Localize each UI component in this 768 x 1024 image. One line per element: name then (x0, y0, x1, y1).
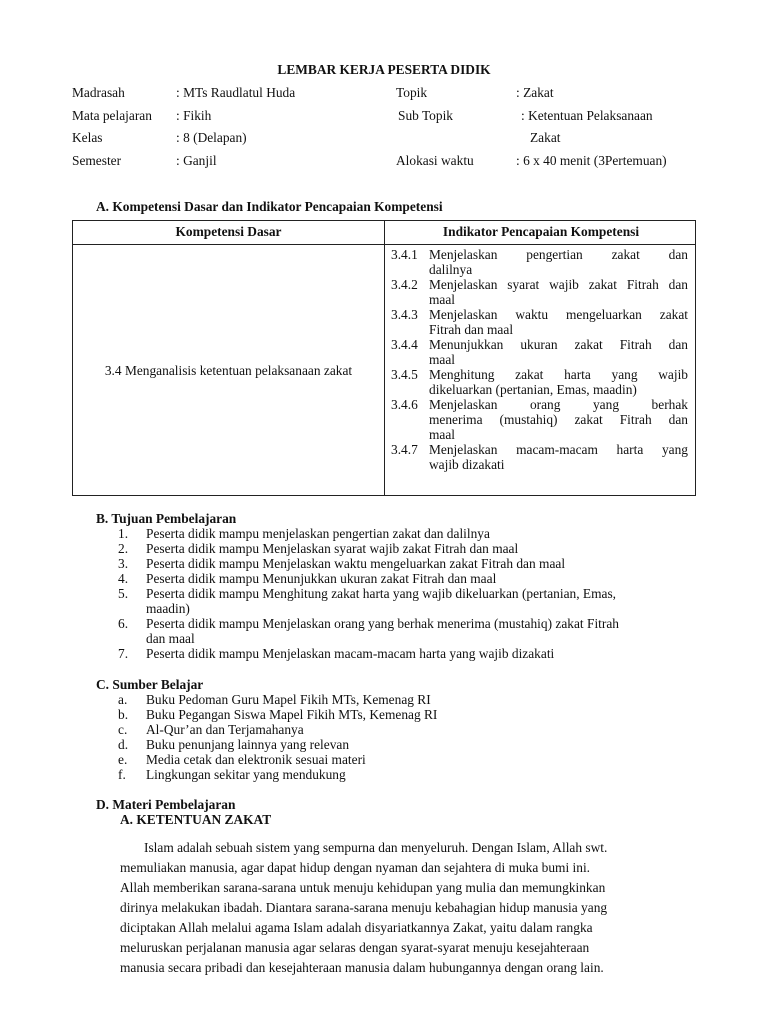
indicator-number: 3.4.5 (391, 367, 418, 382)
indicator-line (391, 337, 688, 352)
list-marker: 7. (118, 646, 129, 661)
indicator-number (391, 427, 429, 442)
indicator-line (391, 292, 688, 307)
alokasi-label: Alokasi waktu (396, 153, 474, 168)
indicator-text: menerima (mustahiq) zakat Fitrah dan (429, 412, 688, 427)
tujuan-list (118, 526, 702, 661)
list-item (118, 631, 702, 646)
table-header-rule (73, 244, 695, 245)
indicator-number (391, 457, 429, 472)
indicator-number: 3.4.4 (391, 337, 418, 352)
section-b-title: B. Tujuan Pembelajaran (96, 511, 237, 526)
indicator-line (391, 277, 688, 292)
indicator-number: 3.4.3 (391, 307, 418, 322)
indicator-text: dalilnya (429, 262, 473, 277)
page-title: LEMBAR KERJA PESERTA DIDIK (277, 62, 491, 77)
list-marker: b. (118, 707, 129, 722)
indicator-line (391, 457, 688, 472)
indicator-line (391, 427, 688, 442)
list-item (118, 526, 702, 541)
list-item-text: Peserta didik mampu Menunjukkan ukuran zakat Fitrah dan maal (146, 571, 497, 586)
subtopik-value-cont: Zakat (530, 130, 561, 145)
list-item (118, 586, 702, 601)
list-marker (118, 631, 146, 646)
indicator-line (391, 352, 688, 367)
list-item (118, 541, 702, 556)
paragraph-line: memuliakan manusia, agar dapat hidup dengan nyaman dan sejahtera di muka bumi ini. (120, 860, 591, 875)
list-marker: f. (118, 767, 126, 782)
list-item-text: Peserta didik mampu Menjelaskan syarat wajib zakat Fitrah dan maal (146, 541, 519, 556)
list-item-text: Lingkungan sekitar yang mendukung (146, 767, 346, 782)
indicator-line (391, 397, 688, 412)
indicator-number (391, 262, 429, 277)
indicator-line (391, 412, 688, 427)
paragraph-line: diciptakan Allah melalui agama Islam adalah disyariatkannya Zakat, yaitu dalam rangka (120, 920, 593, 935)
indicator-list (391, 247, 688, 472)
indicator-number (391, 412, 429, 427)
mapel-value: : Fikih (176, 108, 212, 123)
indicator-number: 3.4.7 (391, 442, 418, 457)
list-marker: d. (118, 737, 129, 752)
indicator-text: wajib dizakati (429, 457, 505, 472)
semester-value: : Ganjil (176, 153, 217, 168)
indicator-text: maal (429, 292, 456, 307)
madrasah-label: Madrasah (72, 85, 125, 100)
paragraph-line: Islam adalah sebuah sistem yang sempurna dan menyeluruh. Dengan Islam, Allah swt. (144, 840, 608, 855)
list-item-text: Buku Pegangan Siswa Mapel Fikih MTs, Kemenag RI (146, 707, 438, 722)
list-marker: c. (118, 722, 128, 737)
list-marker: e. (118, 752, 128, 767)
madrasah-value: : MTs Raudlatul Huda (176, 85, 296, 100)
list-marker: 2. (118, 541, 129, 556)
subtopik-label: Sub Topik (398, 108, 453, 123)
indicator-text: Menjelaskan orang yang berhak (429, 397, 688, 412)
section-d-title: D. Materi Pembelajaran (96, 797, 236, 812)
kompetensi-dasar-cell: 3.4 Menganalisis ketentuan pelaksanaan zakat (104, 363, 353, 378)
indicator-text: Menghitung zakat harta yang wajib (429, 367, 688, 382)
list-item (118, 571, 702, 586)
alokasi-value: : 6 x 40 menit (3Pertemuan) (516, 153, 667, 168)
sumber-list (118, 692, 702, 782)
list-item-text: Buku penunjang lainnya yang relevan (146, 737, 350, 752)
list-item (118, 556, 702, 571)
list-item-text: Peserta didik mampu Menjelaskan orang yang berhak menerima (mustahiq) zakat Fitrah (146, 616, 619, 631)
indicator-number: 3.4.6 (391, 397, 418, 412)
list-item (118, 767, 702, 782)
indicator-line (391, 307, 688, 322)
topik-value: : Zakat (516, 85, 554, 100)
list-item-text: Al-Qur’an dan Terjamahanya (146, 722, 304, 737)
list-item-text: Peserta didik mampu Menghitung zakat harta yang wajib dikeluarkan (pertanian, Emas, (146, 586, 617, 601)
section-d-subtitle: A. KETENTUAN ZAKAT (120, 812, 272, 827)
indicator-line (391, 262, 688, 277)
indicator-line (391, 382, 688, 397)
indicator-text: Menunjukkan ukuran zakat Fitrah dan (429, 337, 688, 352)
list-item-text: Peserta didik mampu Menjelaskan macam-macam harta yang wajib dizakati (146, 646, 555, 661)
list-item-text: Peserta didik mampu menjelaskan pengertian zakat dan dalilnya (146, 526, 490, 541)
header-indikator: Indikator Pencapaian Kompetensi (442, 224, 640, 239)
materi-paragraph (120, 838, 695, 978)
list-marker: 4. (118, 571, 129, 586)
section-c-title: C. Sumber Belajar (96, 677, 204, 692)
list-item-text: Buku Pedoman Guru Mapel Fikih MTs, Kemenag RI (146, 692, 431, 707)
indicator-line (391, 442, 688, 457)
indicator-line (391, 367, 688, 382)
mapel-label: Mata pelajaran (72, 108, 152, 123)
kelas-value: : 8 (Delapan) (176, 130, 247, 145)
list-item (118, 692, 702, 707)
indicator-number (391, 322, 429, 337)
list-item (118, 646, 702, 661)
list-item-text: Peserta didik mampu Menjelaskan waktu mengeluarkan zakat Fitrah dan maal (146, 556, 566, 571)
indicator-text: Menjelaskan macam-macam harta yang (429, 442, 688, 457)
list-item (118, 616, 702, 631)
indicator-number: 3.4.2 (391, 277, 418, 292)
indicator-text: maal (429, 427, 456, 442)
subtopik-value: : Ketentuan Pelaksanaan (521, 108, 653, 123)
kelas-label: Kelas (72, 130, 103, 145)
indicator-number (391, 352, 429, 367)
indicator-number (391, 382, 429, 397)
list-item (118, 601, 702, 616)
list-item-text: dan maal (146, 631, 195, 646)
indicator-text: dikeluarkan (pertanian, Emas, maadin) (429, 382, 637, 397)
list-item (118, 722, 702, 737)
list-marker (118, 601, 146, 616)
indicator-line (391, 247, 688, 262)
indicator-text: Fitrah dan maal (429, 322, 514, 337)
list-marker: 5. (118, 586, 129, 601)
list-item-text: Media cetak dan elektronik sesuai materi (146, 752, 366, 767)
list-item-text: maadin) (146, 601, 190, 616)
paragraph-line: Allah memberikan sarana-sarana untuk menuju kehidupan yang mulia dan memungkinkan (120, 880, 606, 895)
competency-table (72, 220, 696, 496)
list-item (118, 752, 702, 767)
semester-label: Semester (72, 153, 122, 168)
indicator-line (391, 322, 688, 337)
indicator-text: Menjelaskan syarat wajib zakat Fitrah dan (429, 277, 688, 292)
paragraph-line: dirinya melakukan ibadah. Diantara sarana-sarana menuju kebahagian hidup manusia yang (120, 900, 608, 915)
indicator-number: 3.4.1 (391, 247, 418, 262)
table-divider (384, 221, 385, 495)
list-marker: 6. (118, 616, 129, 631)
list-item (118, 737, 702, 752)
indicator-text: Menjelaskan waktu mengeluarkan zakat (429, 307, 688, 322)
paragraph-line: meluruskan perjalanan manusia agar selaras dengan syarat-syarat menuju kesejahteraan (120, 940, 590, 955)
list-marker: a. (118, 692, 128, 707)
indicator-text: maal (429, 352, 456, 367)
indicator-number (391, 292, 429, 307)
topik-label: Topik (396, 85, 428, 100)
list-item (118, 707, 702, 722)
indicator-text: Menjelaskan pengertian zakat dan (429, 247, 688, 262)
list-marker: 3. (118, 556, 129, 571)
header-kompetensi-dasar: Kompetensi Dasar (175, 224, 282, 239)
paragraph-line: manusia secara pribadi dan kesejahteraan manusia dalam hubungannya dengan orang lain. (120, 960, 604, 975)
list-marker: 1. (118, 526, 129, 541)
section-a-title: A. Kompetensi Dasar dan Indikator Pencapaian Kompetensi (96, 199, 443, 214)
